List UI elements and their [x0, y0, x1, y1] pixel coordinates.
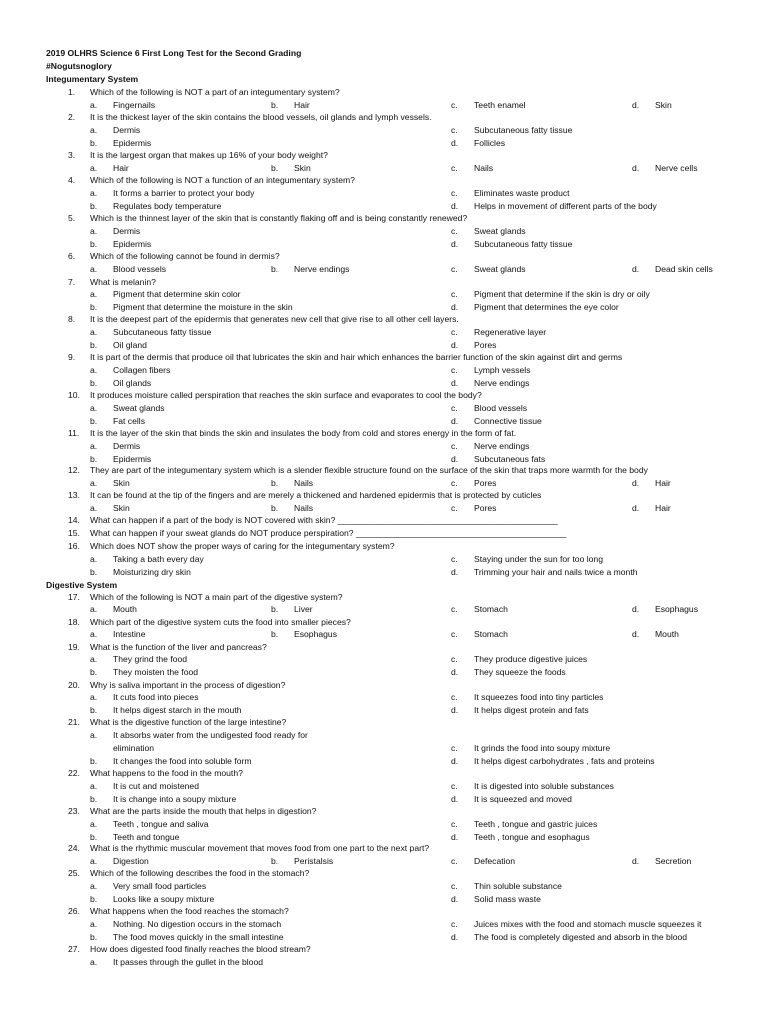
question-number: 14. — [68, 515, 80, 525]
choice-text: Hair — [294, 100, 310, 110]
choice-text: Nerve endings — [474, 441, 530, 451]
choice-text: It helps digest carbohydrates , fats and proteins — [474, 756, 655, 766]
choice-text: It forms a barrier to protect your body — [113, 188, 255, 198]
choice-text: Peristalsis — [294, 856, 334, 866]
choice-text: Teeth and tongue — [113, 832, 180, 842]
question-number: 11. — [68, 428, 80, 438]
question-number: 13. — [68, 490, 80, 500]
choice-letter: a. — [90, 730, 98, 740]
question-text: What is the function of the liver and pancreas? — [90, 642, 267, 652]
question-number: 9. — [68, 352, 76, 362]
choice-letter: a. — [90, 503, 98, 513]
choice-letter: c. — [451, 100, 458, 110]
question-text: Which of the following describes the food in the stomach? — [90, 868, 310, 878]
choice-letter: a. — [90, 692, 98, 702]
choice-text: Dermis — [113, 441, 141, 451]
choice-letter: c. — [451, 604, 458, 614]
choice-letter: d. — [451, 239, 459, 249]
question-number: 5. — [68, 213, 76, 223]
choice-text: Sweat glands — [113, 403, 165, 413]
choice-letter: b. — [90, 416, 98, 426]
choice-letter: b. — [90, 894, 98, 904]
choice-text: Follicles — [474, 138, 506, 148]
choice-text: Epidermis — [113, 239, 152, 249]
choice-letter: d. — [632, 478, 640, 488]
choice-letter: c. — [451, 629, 458, 639]
choice-text: Hair — [655, 503, 671, 513]
question-number: 7. — [68, 277, 76, 287]
choice-text: They produce digestive juices — [474, 654, 588, 664]
choice-letter: a. — [90, 856, 98, 866]
choice-letter: d. — [451, 340, 459, 350]
choice-letter: c. — [451, 125, 458, 135]
choice-text: Secretion — [655, 856, 692, 866]
choice-text: Mouth — [655, 629, 679, 639]
doc-title: 2019 OLHRS Science 6 First Long Test for the Second Grading — [46, 48, 302, 58]
choice-text: It changes the food into soluble form — [113, 756, 252, 766]
choice-letter: d. — [632, 604, 640, 614]
choice-text: Trimming your hair and nails twice a month — [474, 567, 638, 577]
choice-letter: d. — [451, 794, 459, 804]
choice-text: Pigment that determine if the skin is dry or oily — [474, 289, 650, 299]
choice-letter: a. — [90, 264, 98, 274]
choice-letter: a. — [90, 188, 98, 198]
choice-letter: d. — [451, 454, 459, 464]
choice-text: Nerve endings — [294, 264, 350, 274]
choice-letter: c. — [451, 327, 458, 337]
choice-text: They squeeze the foods — [474, 667, 566, 677]
choice-text: Nails — [294, 503, 314, 513]
choice-letter: c. — [451, 188, 458, 198]
choice-text: Epidermis — [113, 138, 152, 148]
question-text: Which is the thinnest layer of the skin that is constantly flaking off and is being constantly renewed? — [90, 213, 468, 223]
choice-letter: a. — [90, 441, 98, 451]
choice-letter: d. — [632, 100, 640, 110]
choice-text: Stomach — [474, 604, 508, 614]
choice-text: Regenerative layer — [474, 327, 547, 337]
choice-text: Teeth , tongue and gastric juices — [474, 819, 598, 829]
choice-letter: a. — [90, 289, 98, 299]
question-text: What can happen if your sweat glands do NOT produce perspiration? ____________________________________________ — [90, 528, 567, 538]
choice-text: Oil gland — [113, 340, 147, 350]
choice-letter: a. — [90, 554, 98, 564]
choice-letter: b. — [271, 478, 279, 488]
choice-text: Very small food particles — [113, 881, 207, 891]
choice-letter: a. — [90, 819, 98, 829]
question-number: 16. — [68, 541, 80, 551]
choice-text: Staying under the sun for too long — [474, 554, 603, 564]
choice-letter: c. — [451, 781, 458, 791]
choice-letter: b. — [271, 503, 279, 513]
question-number: 26. — [68, 906, 80, 916]
choice-text: Nails — [474, 163, 494, 173]
choice-letter: c. — [451, 503, 458, 513]
question-text: Which of the following is NOT a main part of the digestive system? — [90, 592, 343, 602]
question-number: 2. — [68, 112, 76, 122]
question-number: 15. — [68, 528, 80, 538]
choice-letter: c. — [451, 554, 458, 564]
choice-text: Sweat glands — [474, 264, 526, 274]
choice-text: Dermis — [113, 226, 141, 236]
choice-text: Nerve endings — [474, 378, 530, 388]
choice-text: Pigment that determines the eye color — [474, 302, 619, 312]
choice-text: Sweat glands — [474, 226, 526, 236]
question-number: 20. — [68, 680, 80, 690]
choice-letter: b. — [90, 201, 98, 211]
choice-letter: c. — [451, 881, 458, 891]
choice-letter: c. — [451, 264, 458, 274]
choice-letter: b. — [90, 239, 98, 249]
choice-text: Liver — [294, 604, 313, 614]
question-number: 1. — [68, 87, 76, 97]
choice-text: The food is completely digested and absorb in the blood — [474, 932, 688, 942]
question-number: 25. — [68, 868, 80, 878]
choice-letter: a. — [90, 226, 98, 236]
choice-text: Looks like a soupy mixture — [113, 894, 215, 904]
choice-letter: c. — [451, 692, 458, 702]
choice-letter: c. — [451, 289, 458, 299]
choice-letter: b. — [90, 302, 98, 312]
question-number: 17. — [68, 592, 80, 602]
question-number: 27. — [68, 944, 80, 954]
question-number: 8. — [68, 314, 76, 324]
choice-text: It squeezes food into tiny particles — [474, 692, 604, 702]
choice-text: Fat cells — [113, 416, 145, 426]
choice-text: It helps digest starch in the mouth — [113, 705, 242, 715]
choice-text: Pigment that determine the moisture in the skin — [113, 302, 293, 312]
question-number: 3. — [68, 150, 76, 160]
choice-letter: d. — [451, 378, 459, 388]
choice-letter: c. — [451, 403, 458, 413]
choice-text: Solid mass waste — [474, 894, 541, 904]
choice-letter: d. — [451, 416, 459, 426]
choice-text: It is squeezed and moved — [474, 794, 572, 804]
choice-letter: d. — [632, 856, 640, 866]
choice-letter: a. — [90, 100, 98, 110]
question-text: Which of the following is NOT a part of an integumentary system? — [90, 87, 340, 97]
choice-letter: d. — [451, 756, 459, 766]
choice-text: Regulates body temperature — [113, 201, 222, 211]
choice-text: Lymph vessels — [474, 365, 531, 375]
choice-text: Esophagus — [294, 629, 338, 639]
question-text: They are part of the integumentary system which is a slender flexible structure found on the surface of the skin that traps more warmth for the body — [90, 465, 648, 475]
choice-text: Defecation — [474, 856, 516, 866]
choice-letter: a. — [90, 125, 98, 135]
choice-letter: c. — [451, 226, 458, 236]
choice-text: Subcutaneous fatty tissue — [113, 327, 212, 337]
choice-letter: c. — [451, 478, 458, 488]
choice-letter: b. — [271, 100, 279, 110]
choice-letter: c. — [451, 919, 458, 929]
choice-letter: d. — [451, 138, 459, 148]
question-number: 10. — [68, 390, 80, 400]
question-number: 21. — [68, 717, 80, 727]
question-text: Which of the following cannot be found in dermis? — [90, 251, 280, 261]
choice-letter: b. — [90, 832, 98, 842]
choice-text: Blood vessels — [113, 264, 167, 274]
choice-text: Connective tissue — [474, 416, 542, 426]
choice-text: It cuts food into pieces — [113, 692, 199, 702]
question-text: What can happen if a part of the body is NOT covered with skin? ______________________________________________ — [90, 515, 558, 525]
choice-text: Subcutaneous fats — [474, 454, 546, 464]
choice-letter: b. — [90, 932, 98, 942]
choice-letter: d. — [632, 629, 640, 639]
choice-text: Nerve cells — [655, 163, 698, 173]
question-number: 12. — [68, 465, 80, 475]
choice-text: Mouth — [113, 604, 137, 614]
choice-text: elimination — [113, 743, 155, 753]
question-text: It is the deepest part of the epidermis that generates new cell that give rise to all other cell layers. — [90, 314, 459, 324]
choice-text: It is cut and moistened — [113, 781, 199, 791]
question-number: 22. — [68, 768, 80, 778]
question-text: What are the parts inside the mouth that helps in digestion? — [90, 806, 317, 816]
choice-text: They grind the food — [113, 654, 188, 664]
question-text: It is the layer of the skin that binds the skin and insulates the body from cold and stores energy in the form of fat. — [90, 428, 517, 438]
choice-letter: b. — [90, 454, 98, 464]
choice-letter: a. — [90, 881, 98, 891]
choice-text: It is digested into soluble substances — [474, 781, 614, 791]
choice-text: Intestine — [113, 629, 146, 639]
question-text: What happens to the food in the mouth? — [90, 768, 243, 778]
choice-text: It grinds the food into soupy mixture — [474, 743, 611, 753]
choice-text: Digestion — [113, 856, 149, 866]
choice-letter: d. — [451, 302, 459, 312]
question-number: 6. — [68, 251, 76, 261]
choice-letter: c. — [451, 743, 458, 753]
choice-text: Skin — [113, 503, 130, 513]
question-text: It produces moisture called perspiration that reaches the skin surface and evaporates to cool the body? — [90, 390, 482, 400]
choice-letter: b. — [90, 667, 98, 677]
choice-text: It helps digest protein and fats — [474, 705, 589, 715]
question-text: What happens when the food reaches the stomach? — [90, 906, 289, 916]
choice-letter: b. — [90, 794, 98, 804]
section-title: Digestive System — [46, 580, 118, 590]
choice-letter: a. — [90, 781, 98, 791]
choice-text: Skin — [294, 163, 311, 173]
choice-letter: a. — [90, 327, 98, 337]
question-text: What is melanin? — [90, 277, 156, 287]
choice-text: Thin soluble substance — [474, 881, 562, 891]
choice-letter: b. — [90, 756, 98, 766]
section-title: Integumentary System — [46, 74, 139, 84]
question-number: 18. — [68, 617, 80, 627]
question-text: Which part of the digestive system cuts the food into smaller pieces? — [90, 617, 351, 627]
question-number: 23. — [68, 806, 80, 816]
choice-text: The food moves quickly in the small intestine — [113, 932, 284, 942]
choice-text: It is change into a soupy mixture — [113, 794, 237, 804]
choice-text: Pores — [474, 503, 497, 513]
question-text: Why is saliva important in the process of digestion? — [90, 680, 286, 690]
choice-letter: c. — [451, 163, 458, 173]
choice-text: Pores — [474, 340, 497, 350]
question-text: What is the digestive function of the large intestine? — [90, 717, 287, 727]
choice-letter: d. — [632, 163, 640, 173]
choice-text: Teeth , tongue and esophagus — [474, 832, 590, 842]
choice-text: Esophagus — [655, 604, 699, 614]
doc-hashtag: #Nogutsnoglory — [46, 61, 112, 71]
choice-letter: d. — [632, 264, 640, 274]
question-text: It can be found at the tip of the fingers and are merely a thickened and hardened epidermis that is protected by cuticles — [90, 490, 542, 500]
choice-letter: b. — [90, 378, 98, 388]
choice-text: Blood vessels — [474, 403, 528, 413]
question-text: What is the rhythmic muscular movement that moves food from one part to the next part? — [90, 843, 430, 853]
choice-letter: c. — [451, 365, 458, 375]
choice-text: Nails — [294, 478, 314, 488]
choice-letter: d. — [451, 932, 459, 942]
choice-text: Nothing. No digestion occurs in the stomach — [113, 919, 282, 929]
choice-letter: d. — [451, 894, 459, 904]
question-text: Which of the following is NOT a function of an integumentary system? — [90, 175, 355, 185]
choice-letter: d. — [632, 503, 640, 513]
choice-letter: b. — [90, 705, 98, 715]
choice-letter: a. — [90, 365, 98, 375]
choice-letter: a. — [90, 654, 98, 664]
choice-letter: b. — [271, 264, 279, 274]
choice-letter: a. — [90, 957, 98, 967]
choice-letter: c. — [451, 856, 458, 866]
choice-text: Teeth , tongue and saliva — [113, 819, 209, 829]
choice-letter: a. — [90, 403, 98, 413]
choice-text: Skin — [655, 100, 672, 110]
question-text: How does digested food finally reaches the blood stream? — [90, 944, 311, 954]
choice-letter: c. — [451, 654, 458, 664]
choice-letter: b. — [90, 138, 98, 148]
choice-letter: d. — [451, 832, 459, 842]
question-text: It is the largest organ that makes up 16% of your body weight? — [90, 150, 328, 160]
choice-text: Oil glands — [113, 378, 152, 388]
choice-letter: b. — [271, 604, 279, 614]
choice-letter: b. — [90, 567, 98, 577]
choice-text: Pigment that determine skin color — [113, 289, 241, 299]
choice-letter: d. — [451, 567, 459, 577]
choice-text: Hair — [655, 478, 671, 488]
choice-letter: d. — [451, 201, 459, 211]
choice-text: Stomach — [474, 629, 508, 639]
choice-letter: a. — [90, 919, 98, 929]
question-number: 19. — [68, 642, 80, 652]
choice-text: Subcutaneous fatty tissue — [474, 125, 573, 135]
question-number: 4. — [68, 175, 76, 185]
choice-text: Skin — [113, 478, 130, 488]
choice-text: They moisten the food — [113, 667, 199, 677]
choice-letter: d. — [451, 667, 459, 677]
choice-text: Dead skin cells — [655, 264, 713, 274]
choice-text: Eliminates waste product — [474, 188, 570, 198]
question-text: It is part of the dermis that produce oil that lubricates the skin and hair which enhances the barrier function of the skin against dirt and germs — [90, 352, 623, 362]
choice-letter: a. — [90, 629, 98, 639]
choice-text: Collagen fibers — [113, 365, 171, 375]
choice-text: Helps in movement of different parts of the body — [474, 201, 657, 211]
choice-text: Epidermis — [113, 454, 152, 464]
choice-text: Hair — [113, 163, 129, 173]
choice-letter: b. — [271, 163, 279, 173]
choice-text: It absorbs water from the undigested food ready for — [113, 730, 308, 740]
choice-letter: b. — [90, 340, 98, 350]
question-number: 24. — [68, 843, 80, 853]
choice-text: Subcutaneous fatty tissue — [474, 239, 573, 249]
choice-letter: c. — [451, 819, 458, 829]
choice-text: It passes through the gullet in the blood — [113, 957, 264, 967]
choice-text: Pores — [474, 478, 497, 488]
choice-letter: b. — [271, 629, 279, 639]
choice-text: Dermis — [113, 125, 141, 135]
question-text: Which does NOT show the proper ways of caring for the integumentary system? — [90, 541, 395, 551]
choice-letter: c. — [451, 441, 458, 451]
choice-letter: a. — [90, 478, 98, 488]
choice-letter: b. — [271, 856, 279, 866]
choice-text: Teeth enamel — [474, 100, 526, 110]
choice-text: Fingernails — [113, 100, 156, 110]
choice-letter: a. — [90, 163, 98, 173]
question-text: It is the thickest layer of the skin contains the blood vessels, oil glands and lymph vessels. — [90, 112, 432, 122]
choice-text: Taking a bath every day — [113, 554, 204, 564]
choice-text: Juices mixes with the food and stomach muscle squeezes it — [474, 919, 702, 929]
choice-text: Moisturizing dry skin — [113, 567, 191, 577]
choice-letter: d. — [451, 705, 459, 715]
choice-letter: a. — [90, 604, 98, 614]
